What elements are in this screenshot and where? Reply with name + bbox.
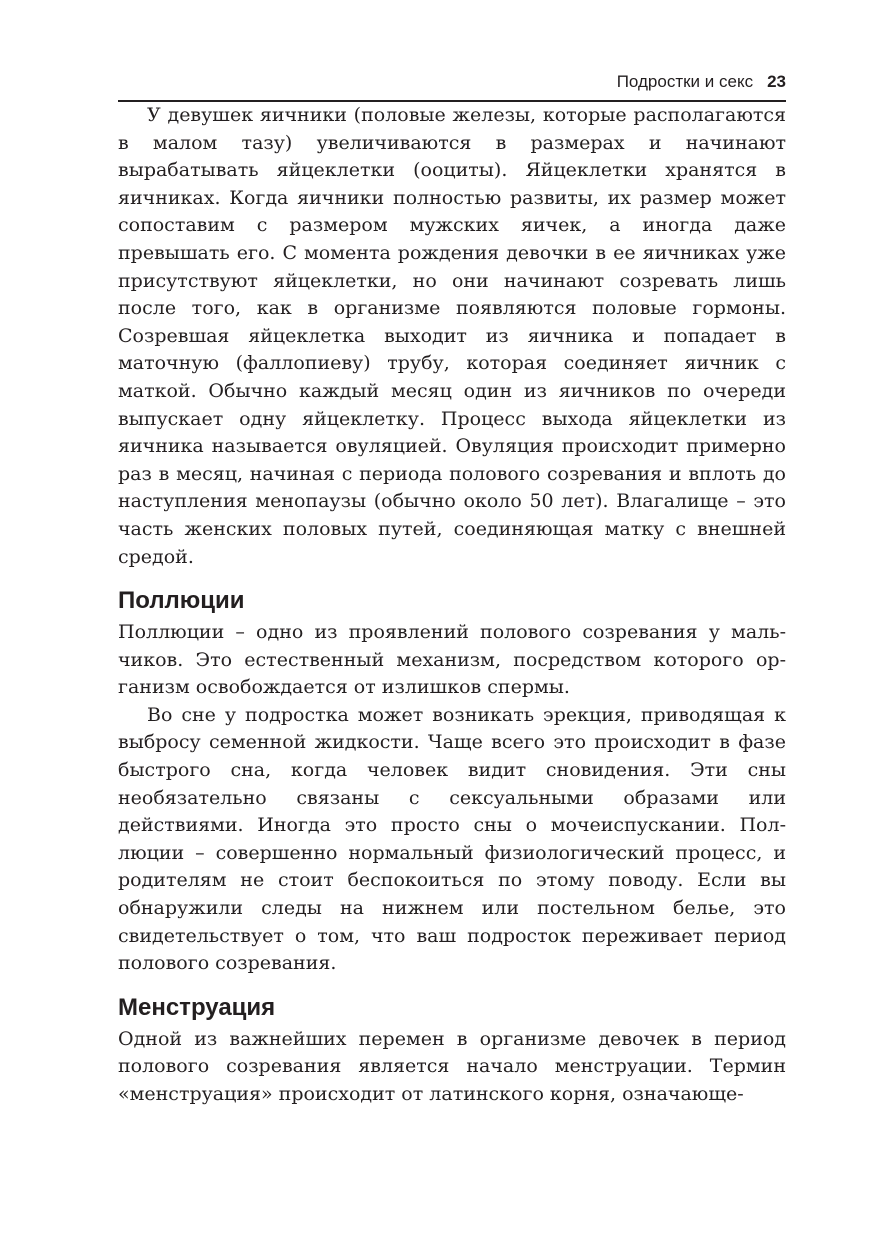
book-page: [118, 72, 786, 1109]
section-heading-pollutions: Поллюции: [118, 587, 245, 615]
paragraph-menstruation-intro: Одной из важнейших перемен в организме девочек в период полового созревания является начало менструации. Термин «менструация» происходит от латинского корня, означающе-: [118, 1027, 786, 1105]
running-head: [118, 72, 786, 100]
page-number: 23: [767, 72, 786, 91]
section-heading-menstruation: Менструация: [118, 993, 276, 1021]
paragraph-pollutions-detail: Во сне у подростка может возникать эрекция, приводящая к выбросу семенной жидкости. Чаще всего это происходит в фазе быстрого сна, когда человек видит сновидения. Эти сны необязательно связаны с сексуальными образами или действиями. Иногда это просто сны о мочеиспускании. Поллюции – совершенно нормальный физиологический процесс, и родителям не стоит беспокоиться по этому поводу. Если вы обнаружили следы на нижнем или постельном белье, это свидетельствует о том, что ваш подросток переживает период полового созревания.: [118, 703, 786, 975]
paragraph-ovaries: У девушек яичники (половые железы, которые располагаются в малом тазу) увеличиваются в размерах и начинают вырабатывать яйцеклетки (ооциты). Яйцеклетки хранятся в яичниках. Когда яичники полностью развиты, их размер может сопоставим с размером мужских яичек, а иногда даже превышать его. С момента рождения девочки в ее яичниках уже присутствуют яйцеклетки, но они начинают созревать лишь после того, как в организме появляются половые гормоны. Созревшая яйцеклетка выходит из яичника и попадает в маточную (фаллопиеву) трубу, которая соединяет яичник с маткой. Обычно каждый месяц один из яичников по очереди выпускает одну яйцеклетку. Процесс выхода яйцеклетки из яичника называется овуляцией. Овуляция происходит примерно раз в месяц, начиная с периода полового созревания и вплоть до наступления менопаузы (обычно около 50 лет). Влагалище – это часть женских половых путей, соединяющая матку с внешней средой.: [118, 104, 786, 568]
running-title: Подростки и секс: [616, 72, 754, 91]
paragraph-pollutions-intro: Поллюции – одно из проявлений полового созревания у мальчиков. Это естественный механизм, посредством которого организм освобождается от излишков спермы.: [118, 621, 786, 699]
page-body: [118, 102, 786, 1109]
